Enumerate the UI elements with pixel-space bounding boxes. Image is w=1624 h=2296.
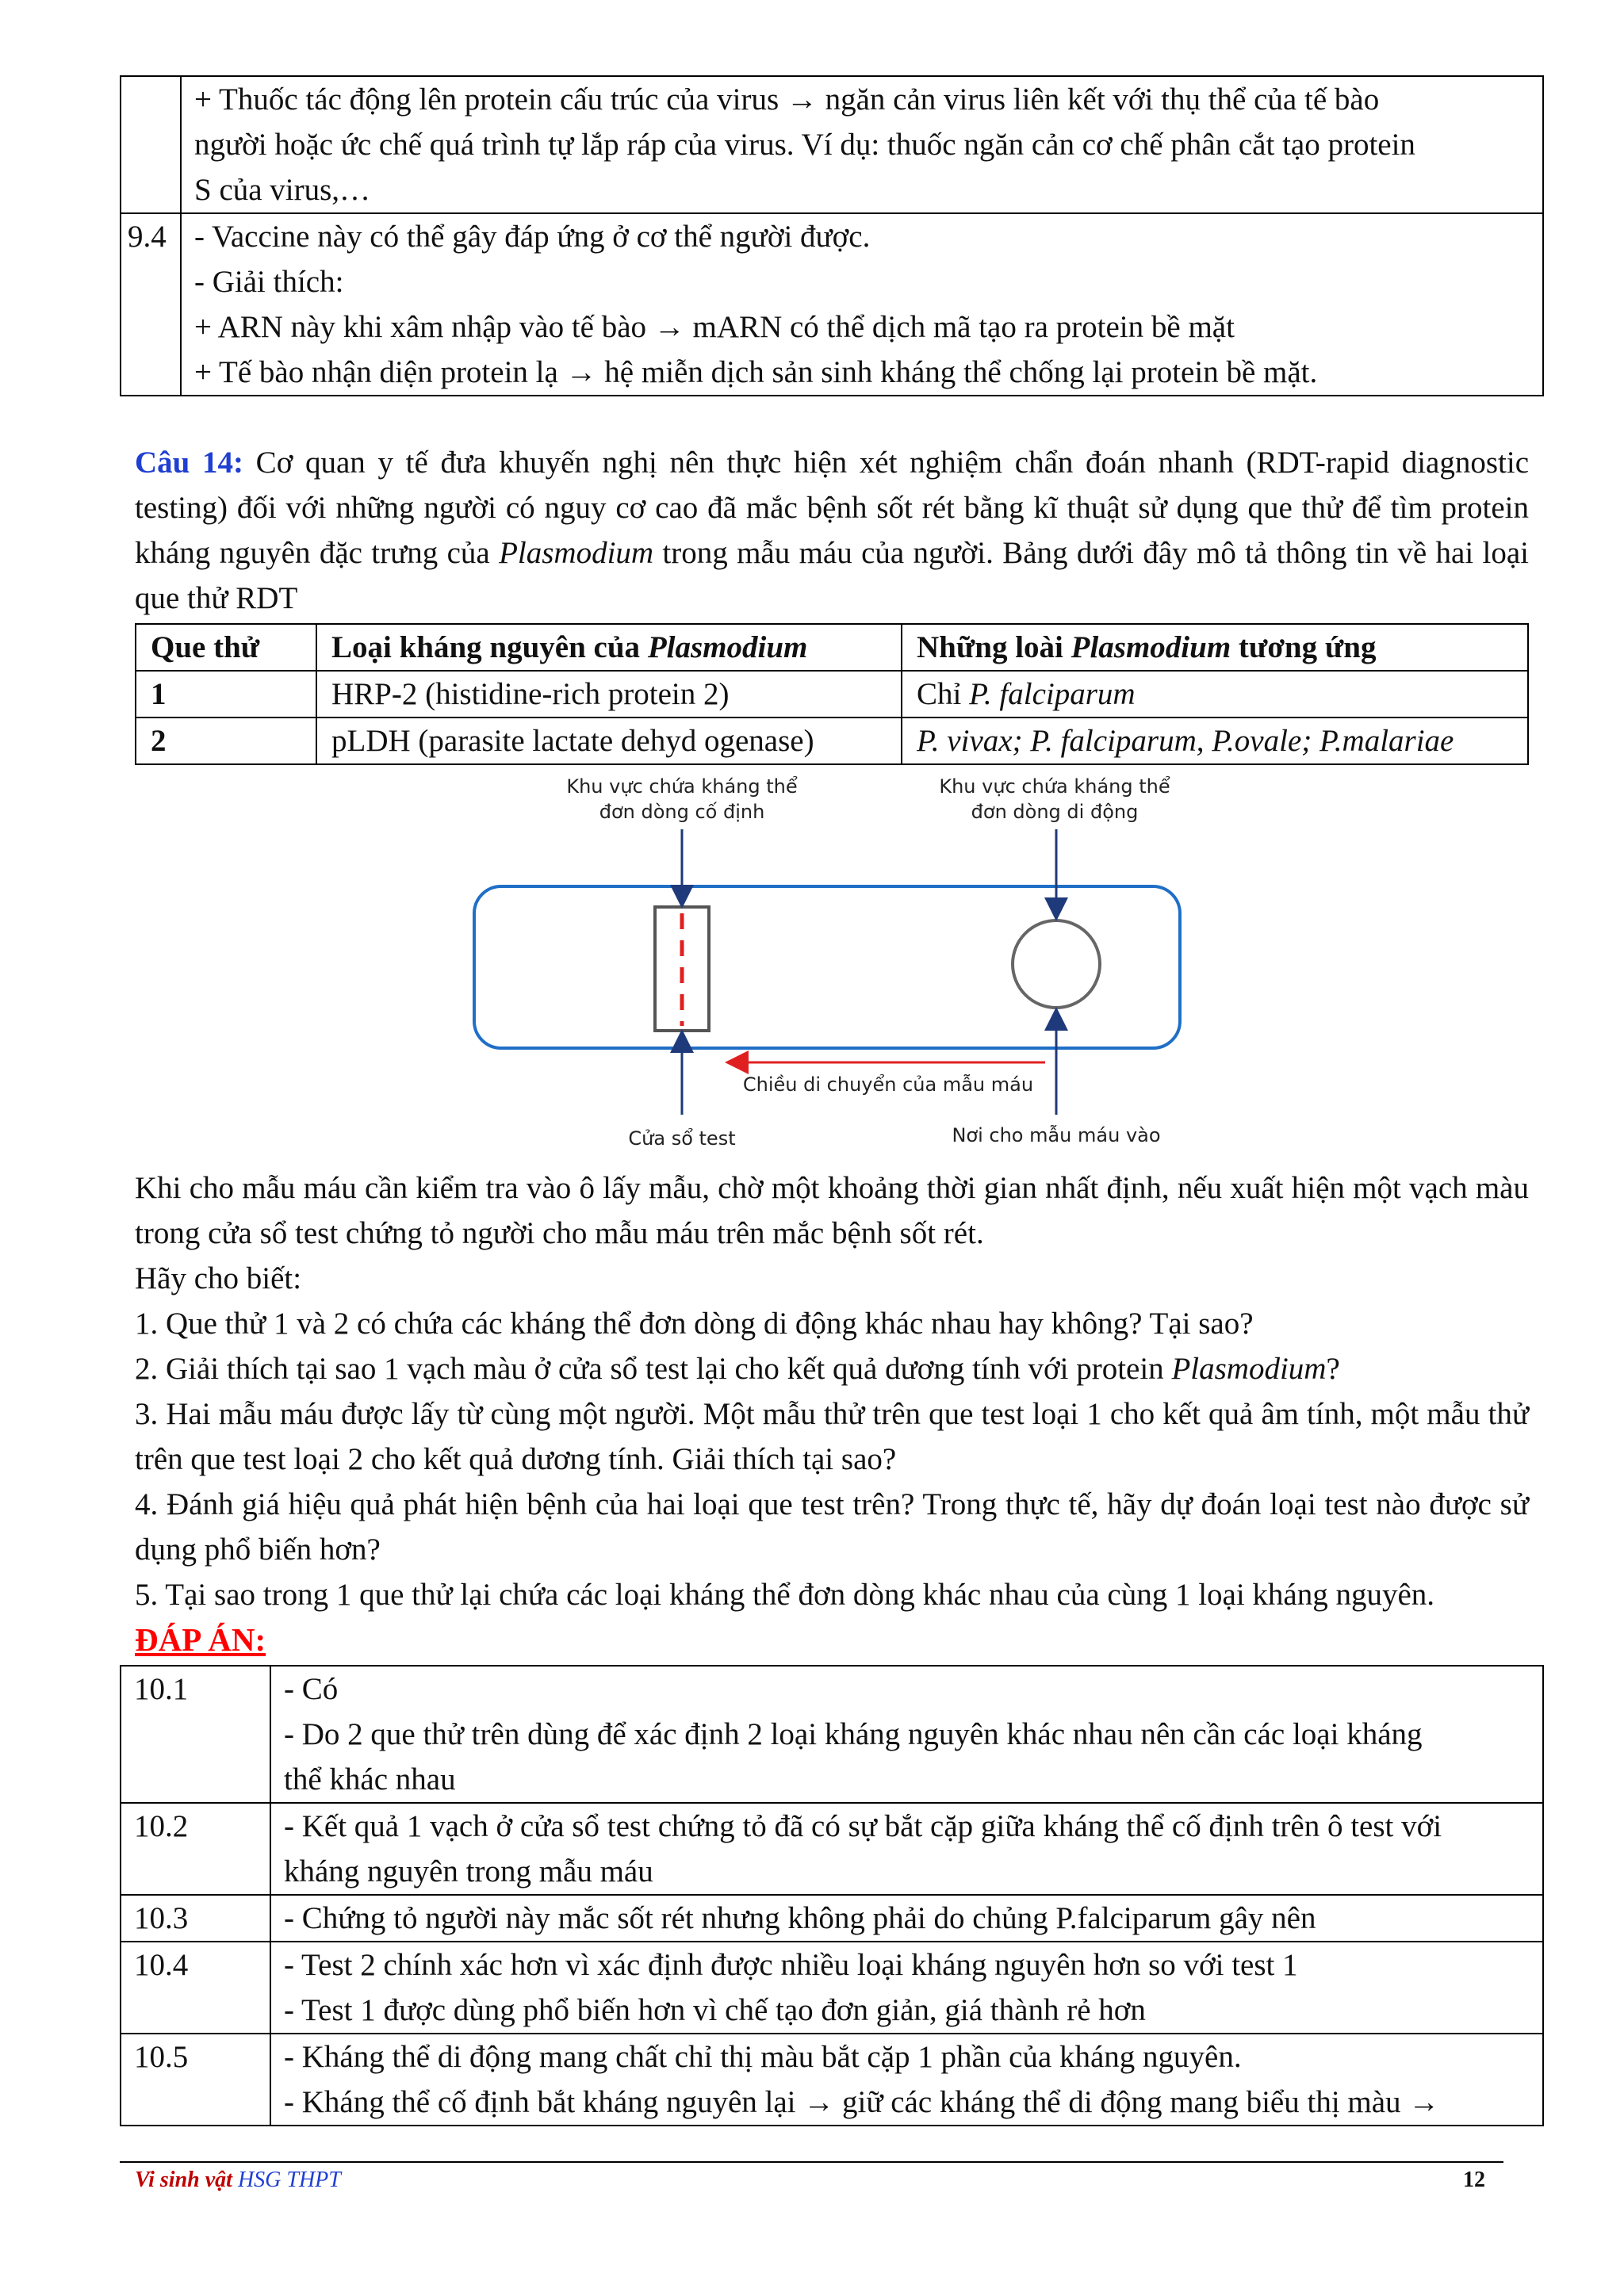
label-test-window: Cửa sổ test — [628, 1127, 736, 1150]
sub-question-3: 3. Hai mẫu máu được lấy từ cùng một người. Một mẫu thử trên que test loại 1 cho kết quả âm tính, một mẫu thử trên que test loại 2 cho kết quả dương tính. Giải thích tại sao? — [135, 1397, 1529, 1476]
answer-content — [270, 1666, 1543, 1803]
page-number: 12 — [1463, 2168, 1485, 2192]
table-row — [121, 1803, 1543, 1895]
answer-content — [270, 2034, 1543, 2126]
sub-question-5: 5. Tại sao trong 1 que thử lại chứa các loại kháng thể đơn dòng khác nhau của cùng 1 loại kháng nguyên. — [135, 1578, 1435, 1612]
answer-number: 10.1 — [121, 1666, 270, 1803]
label-sample-inlet: Nơi cho mẫu máu vào — [952, 1124, 1161, 1146]
table-row — [121, 76, 1543, 213]
sub-question-text-italic: Plasmodium — [1171, 1352, 1327, 1386]
paragraph: Hãy cho biết: — [135, 1261, 302, 1295]
text-line: người hoặc ức chế quá trình tự lắp ráp của virus. Ví dụ: thuốc ngăn cản cơ chế phân cắt tạo protein — [194, 128, 1415, 162]
answer-heading: ĐÁP ÁN: — [135, 1621, 266, 1658]
table-cell — [902, 671, 1528, 718]
text-line: - Do 2 que thử trên dùng để xác định 2 loại kháng nguyên khác nhau nên cần các loại kháng — [284, 1717, 1423, 1751]
answer-number: 10.3 — [121, 1895, 270, 1942]
cell-text: Chỉ — [917, 677, 970, 711]
answer-number: 10.5 — [121, 2034, 270, 2126]
answer-content — [270, 1942, 1543, 2034]
header-text: tương ứng — [1231, 630, 1377, 664]
label-flow-direction: Chiều di chuyển của mẫu máu — [742, 1073, 1034, 1096]
table-cell: 2 — [136, 718, 316, 764]
table-header-row — [136, 624, 1528, 671]
answer-number: 10.2 — [121, 1803, 270, 1895]
table-row — [121, 1666, 1543, 1803]
label-fixed-antibody-2: đơn dòng cố định — [599, 801, 765, 823]
table-cell: 1 — [136, 671, 316, 718]
answer-table — [120, 1665, 1544, 2126]
label-fixed-antibody-1: Khu vực chứa kháng thể — [566, 775, 798, 798]
table-cell — [902, 718, 1528, 764]
text-line: + ARN này khi xâm nhập vào tế bào → mARN có thể dịch mã tạo ra protein bề mặt — [194, 310, 1235, 344]
text-line: + Tế bào nhận diện protein lạ → hệ miễn dịch sản sinh kháng thể chống lại protein bề mặt. — [194, 355, 1318, 389]
table-cell-content — [181, 76, 1543, 213]
footer-title — [135, 2164, 341, 2196]
table-row — [121, 2034, 1543, 2126]
text-line: - Kết quả 1 vạch ở cửa sổ test chứng tỏ đã có sự bắt cặp giữa kháng thể cố định trên ô test với — [284, 1809, 1442, 1843]
sample-well — [1013, 920, 1100, 1008]
footer-title-main: Vi sinh vật — [135, 2168, 238, 2192]
footer-title-sub: HSG THPT — [237, 2168, 341, 2192]
text-line: + Thuốc tác động lên protein cấu trúc của virus → ngăn cản virus liên kết với thụ thể của tế bào — [194, 82, 1380, 117]
text-line: kháng nguyên trong mẫu máu — [284, 1854, 653, 1888]
footer-divider — [120, 2161, 1503, 2163]
sub-question-text: ? — [1326, 1352, 1340, 1386]
text-line: thể khác nhau — [284, 1762, 456, 1797]
text-line: - Test 2 chính xác hơn vì xác định được nhiều loại kháng nguyên hơn so với test 1 — [284, 1948, 1298, 1982]
cell-text-italic: P. vivax; P. falciparum, P.ovale; P.malariae — [917, 724, 1454, 758]
sub-question-1: 1. Que thử 1 và 2 có chứa các kháng thể đơn dòng di động khác nhau hay không? Tại sao? — [135, 1307, 1254, 1341]
answer-number: 10.4 — [121, 1942, 270, 2034]
header-cell — [316, 624, 902, 671]
table-row — [136, 671, 1528, 718]
question-label: Câu 14: — [135, 446, 244, 480]
text-line: - Giải thích: — [194, 265, 344, 299]
text-line: - Test 1 được dùng phổ biến hơn vì chế tạo đơn giản, giá thành rẻ hơn — [284, 1993, 1146, 2027]
rdt-table — [135, 623, 1529, 765]
text-line: - Vaccine này có thể gây đáp ứng ở cơ thể người được. — [194, 220, 871, 254]
sub-question-text: 2. Giải thích tại sao 1 vạch màu ở cửa sổ test lại cho kết quả dương tính với protein — [135, 1352, 1172, 1386]
sub-question-4: 4. Đánh giá hiệu quả phát hiện bệnh của hai loại que test trên? Trong thực tế, hãy dự đoán loại test nào được sử dụng phổ biến hơn? — [135, 1487, 1529, 1567]
header-cell — [902, 624, 1528, 671]
header-text: Loại kháng nguyên của — [331, 630, 648, 664]
table-cell: pLDH (parasite lactate dehyd ogenase) — [316, 718, 902, 764]
rdt-strip-diagram — [460, 766, 1205, 1154]
question-paragraph — [135, 440, 1529, 621]
text-line: - Chứng tỏ người này mắc sốt rét nhưng không phải do chủng P.falciparum gây nên — [284, 1901, 1316, 1935]
table-row — [136, 718, 1528, 764]
label-mobile-antibody-1: Khu vực chứa kháng thể — [939, 775, 1170, 798]
text-line: - Kháng thể di động mang chất chỉ thị màu bắt cặp 1 phần của kháng nguyên. — [284, 2040, 1242, 2074]
text-line: - Có — [284, 1672, 339, 1706]
text-line: - Kháng thể cố định bắt kháng nguyên lại → giữ các kháng thể di động mang biểu thị màu → — [284, 2085, 1440, 2119]
answer-table-top — [120, 75, 1544, 396]
question-text: trong mẫu máu của người. Bảng dưới đây mô tả thông tin về hai loại que thử RDT — [135, 536, 1529, 615]
answer-content — [270, 1803, 1543, 1895]
sub-question-2 — [135, 1346, 1529, 1391]
table-row — [121, 1895, 1543, 1942]
label-mobile-antibody-2: đơn dòng di động — [971, 801, 1139, 823]
header-cell: Que thử — [136, 624, 316, 671]
question-text: Cơ quan y tế đưa khuyến nghị nên thực hiện xét nghiệm chẩn đoán nhanh (RDT-rapid diagnostic testing) đối với những người có nguy cơ cao đã mắc bệnh sốt rét bằng kĩ thuật sử dụng que thử để tìm protein kháng nguyên đặc trưng của — [135, 446, 1529, 570]
table-cell-number: 9.4 — [121, 213, 181, 396]
text-line: S của virus,… — [194, 173, 371, 207]
test-strip — [474, 886, 1180, 1048]
table-cell-content — [181, 213, 1543, 396]
question-text-italic: Plasmodium — [499, 536, 654, 570]
table-row — [121, 1942, 1543, 2034]
cell-text-italic: P. falciparum — [969, 677, 1136, 711]
answer-content — [270, 1895, 1543, 1942]
table-cell: HRP-2 (histidine-rich protein 2) — [316, 671, 902, 718]
header-text: Những loài — [917, 630, 1071, 664]
question-body — [135, 1165, 1529, 1617]
table-row — [121, 213, 1543, 396]
paragraph: Khi cho mẫu máu cần kiểm tra vào ô lấy mẫu, chờ một khoảng thời gian nhất định, nếu xuất hiện một vạch màu trong cửa sổ test chứng tỏ người cho mẫu máu trên mắc bệnh sốt rét. — [135, 1171, 1529, 1250]
header-text-italic: Plasmodium — [647, 630, 808, 664]
table-cell-number — [121, 76, 181, 213]
header-text-italic: Plasmodium — [1071, 630, 1231, 664]
